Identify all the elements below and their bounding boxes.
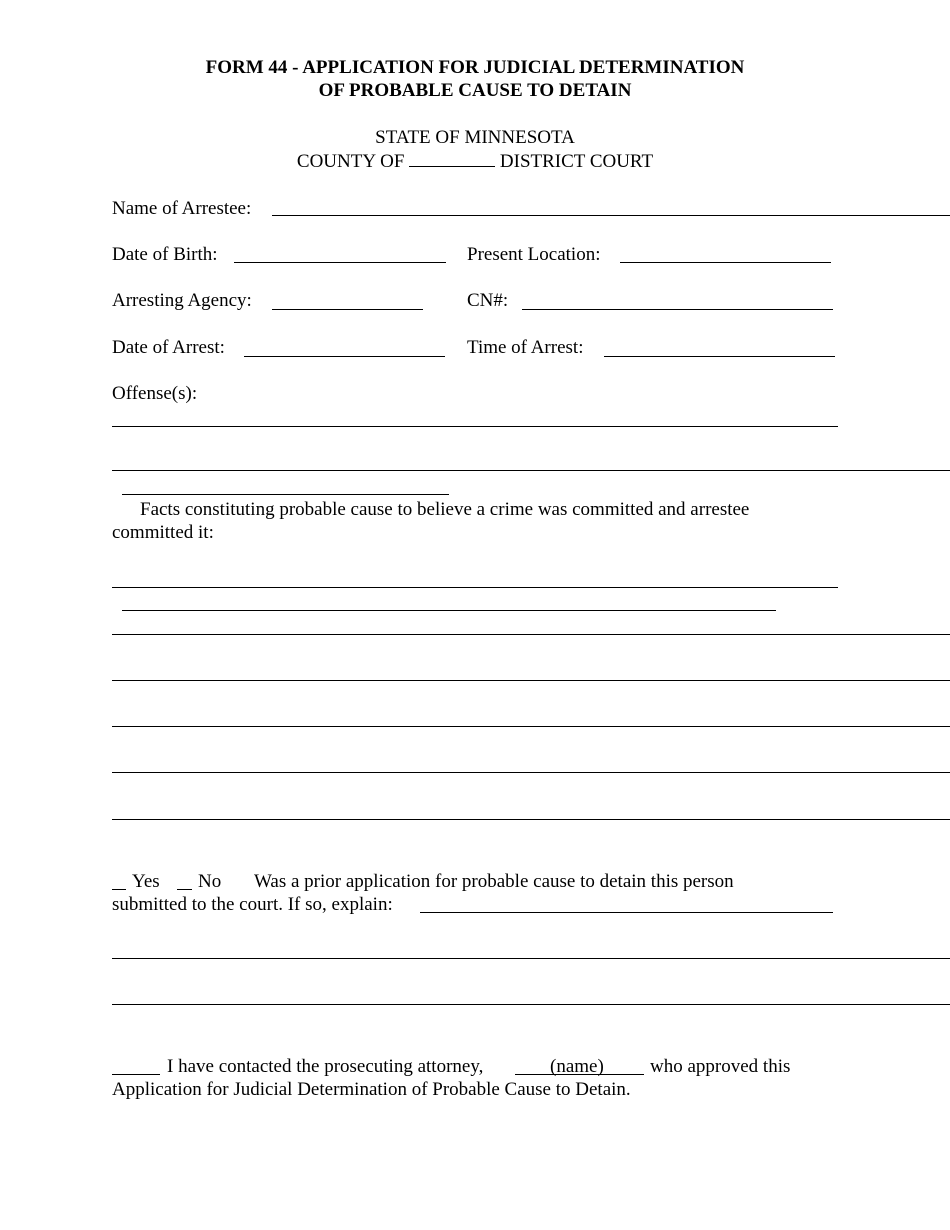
county-prefix: COUNTY OF [296,151,405,172]
offenses-line-3[interactable] [122,494,449,495]
facts-line-3[interactable] [112,634,950,635]
facts-line-2[interactable] [122,610,776,611]
prosecutor-line1-a: I have contacted the prosecuting attorney, [167,1056,484,1077]
facts-line-4[interactable] [112,680,950,681]
yes-checkbox-line[interactable] [112,889,126,890]
offenses-line-1[interactable] [112,426,838,427]
date-of-birth-field[interactable] [234,262,446,263]
state-label: STATE OF MINNESOTA [375,127,575,148]
time-of-arrest-label: Time of Arrest: [467,337,584,358]
form-title-line2: OF PROBABLE CAUSE TO DETAIN [318,80,632,101]
no-label: No [198,871,222,892]
facts-label-line2: committed it: [112,522,214,543]
arresting-agency-field[interactable] [272,309,423,310]
present-location-field[interactable] [620,262,831,263]
present-location-label: Present Location: [467,244,601,265]
time-of-arrest-field[interactable] [604,356,835,357]
prosecutor-name-hint: (name) [550,1056,604,1077]
name-of-arrestee-field[interactable] [272,215,950,216]
no-checkbox-line[interactable] [177,889,192,890]
explain-line-1[interactable] [112,958,950,959]
name-of-arrestee-label: Name of Arrestee: [112,198,252,219]
date-of-birth-label: Date of Birth: [112,244,218,265]
date-of-arrest-field[interactable] [244,356,445,357]
prior-application-line1: Was a prior application for probable cause to detain this person [254,871,734,892]
form-title-line1: FORM 44 - APPLICATION FOR JUDICIAL DETERMINATION [205,57,745,78]
facts-line-6[interactable] [112,772,950,773]
explain-line-2[interactable] [112,1004,950,1005]
prosecutor-line2: Application for Judicial Determination of Probable Cause to Detain. [112,1079,631,1100]
date-of-arrest-label: Date of Arrest: [112,337,225,358]
offenses-label: Offense(s): [112,383,198,404]
facts-line-1[interactable] [112,587,838,588]
facts-line-5[interactable] [112,726,950,727]
facts-line-7[interactable] [112,819,950,820]
county-line [0,150,950,173]
county-field[interactable] [409,150,495,167]
facts-label-line1: Facts constituting probable cause to believe a crime was committed and arrestee [140,499,750,520]
cn-label: CN#: [467,290,509,311]
prosecutor-initials-field[interactable] [112,1074,160,1075]
county-suffix: DISTRICT COURT [499,151,654,172]
yes-label: Yes [132,871,160,892]
explain-field[interactable] [420,912,833,913]
arresting-agency-label: Arresting Agency: [112,290,252,311]
prosecutor-line1-b: who approved this [650,1056,791,1077]
cn-field[interactable] [522,309,833,310]
prior-application-line2: submitted to the court. If so, explain: [112,894,393,915]
offenses-line-2[interactable] [112,470,950,471]
